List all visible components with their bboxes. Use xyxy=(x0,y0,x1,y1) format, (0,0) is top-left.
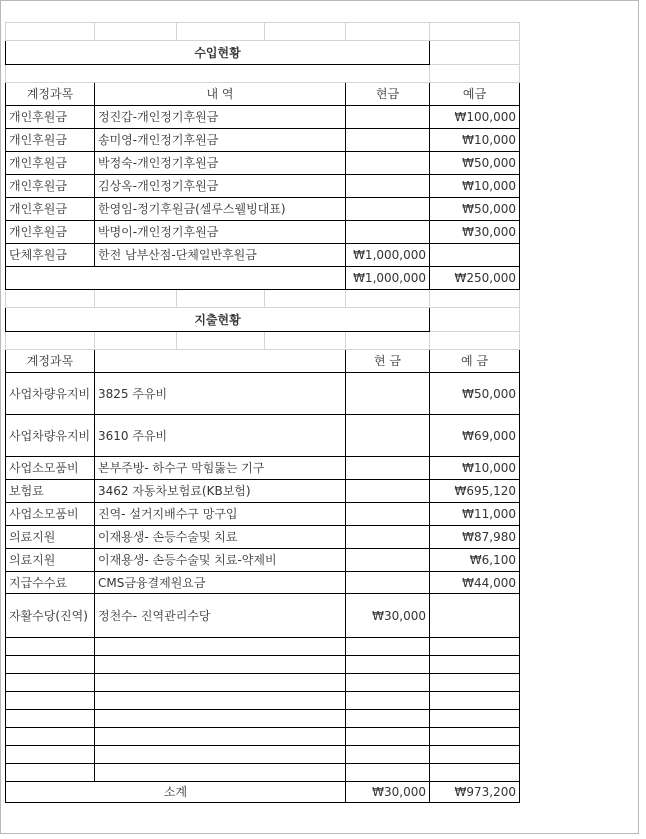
income-title: 수입현황 xyxy=(6,41,430,65)
expense-account: 지급수수료 xyxy=(6,572,95,594)
income-cash xyxy=(346,221,430,244)
empty-row xyxy=(6,710,520,728)
income-deposit: ₩30,000 xyxy=(430,221,520,244)
income-row xyxy=(6,221,520,244)
empty-row xyxy=(6,692,520,710)
expense-row xyxy=(6,457,520,480)
subtotal-row xyxy=(6,782,520,803)
expense-cash xyxy=(346,415,430,457)
expense-detail: 진역- 설거지배수구 망구입 xyxy=(95,503,346,526)
expense-detail: 이재용생- 손등수술및 치료-약제비 xyxy=(95,549,346,572)
income-cash xyxy=(346,175,430,198)
expense-cash xyxy=(346,480,430,503)
income-row xyxy=(6,129,520,152)
spacer-row xyxy=(6,332,520,350)
expense-account: 사업소모품비 xyxy=(6,503,95,526)
expense-account: 의료지원 xyxy=(6,526,95,549)
expense-cash: ₩30,000 xyxy=(346,594,430,638)
income-detail: 박정숙-개인정기후원금 xyxy=(95,152,346,175)
income-deposit: ₩50,000 xyxy=(430,198,520,221)
ledger-sheet xyxy=(5,22,520,803)
expense-deposit: ₩50,000 xyxy=(430,373,520,415)
expense-deposit: ₩44,000 xyxy=(430,572,520,594)
income-header-deposit: 예금 xyxy=(430,83,520,106)
income-account: 개인후원금 xyxy=(6,221,95,244)
income-header-detail: 내 역 xyxy=(95,83,346,106)
expense-header-cash: 현 금 xyxy=(346,350,430,373)
income-total-row xyxy=(6,267,520,290)
subtotal-deposit: ₩973,200 xyxy=(430,782,520,803)
expense-row xyxy=(6,415,520,457)
expense-deposit xyxy=(430,594,520,638)
income-cash xyxy=(346,152,430,175)
expense-account: 보험료 xyxy=(6,480,95,503)
income-cash: ₩1,000,000 xyxy=(346,244,430,267)
expense-row xyxy=(6,526,520,549)
expense-cash xyxy=(346,373,430,415)
expense-account: 자활수당(진역) xyxy=(6,594,95,638)
subtotal-cash: ₩30,000 xyxy=(346,782,430,803)
expense-detail: 본부주방- 하수구 막힘뚫는 기구 xyxy=(95,457,346,480)
expense-deposit: ₩87,980 xyxy=(430,526,520,549)
expense-cash xyxy=(346,572,430,594)
empty-row xyxy=(6,764,520,782)
income-row xyxy=(6,244,520,267)
expense-detail: 3825 주유비 xyxy=(95,373,346,415)
expense-row xyxy=(6,373,520,415)
expense-row xyxy=(6,480,520,503)
expense-header-deposit: 예 금 xyxy=(430,350,520,373)
income-detail: 한전 남부산점-단체일반후원금 xyxy=(95,244,346,267)
income-row xyxy=(6,106,520,129)
income-deposit xyxy=(430,244,520,267)
spacer-row xyxy=(6,65,520,83)
expense-row xyxy=(6,594,520,638)
income-cash xyxy=(346,106,430,129)
empty-row xyxy=(6,674,520,692)
expense-detail: CMS금융결제원요금 xyxy=(95,572,346,594)
income-detail: 김상옥-개인정기후원금 xyxy=(95,175,346,198)
expense-header-account: 계정과목 xyxy=(6,350,95,373)
income-detail: 한영임-정기후원금(셀루스웰빙대표) xyxy=(95,198,346,221)
income-header-cash: 현금 xyxy=(346,83,430,106)
expense-detail: 이재용생- 손등수술및 치료 xyxy=(95,526,346,549)
income-total-cash: ₩1,000,000 xyxy=(346,267,430,290)
expense-cash xyxy=(346,457,430,480)
expense-cash xyxy=(346,503,430,526)
income-cash xyxy=(346,198,430,221)
income-deposit: ₩100,000 xyxy=(430,106,520,129)
spacer-row xyxy=(6,290,520,308)
income-title-row xyxy=(6,41,520,65)
expense-deposit: ₩6,100 xyxy=(430,549,520,572)
expense-detail: 3462 자동차보험료(KB보험) xyxy=(95,480,346,503)
expense-deposit: ₩695,120 xyxy=(430,480,520,503)
expense-row xyxy=(6,503,520,526)
income-detail: 박명이-개인정기후원금 xyxy=(95,221,346,244)
income-row xyxy=(6,198,520,221)
empty-row xyxy=(6,656,520,674)
income-account: 개인후원금 xyxy=(6,106,95,129)
expense-account: 사업차량유지비 xyxy=(6,415,95,457)
expense-title-row xyxy=(6,308,520,332)
income-header-account: 계정과목 xyxy=(6,83,95,106)
income-account: 개인후원금 xyxy=(6,152,95,175)
income-account: 단체후원금 xyxy=(6,244,95,267)
expense-row xyxy=(6,549,520,572)
income-deposit: ₩10,000 xyxy=(430,129,520,152)
expense-account: 사업소모품비 xyxy=(6,457,95,480)
expense-deposit: ₩69,000 xyxy=(430,415,520,457)
empty-row xyxy=(6,728,520,746)
expense-account: 의료지원 xyxy=(6,549,95,572)
income-header-row xyxy=(6,83,520,106)
income-account: 개인후원금 xyxy=(6,198,95,221)
income-account: 개인후원금 xyxy=(6,175,95,198)
income-account: 개인후원금 xyxy=(6,129,95,152)
subtotal-label: 소계 xyxy=(6,782,346,803)
empty-row xyxy=(6,746,520,764)
income-cash xyxy=(346,129,430,152)
expense-deposit: ₩11,000 xyxy=(430,503,520,526)
income-total-deposit: ₩250,000 xyxy=(430,267,520,290)
income-deposit: ₩10,000 xyxy=(430,175,520,198)
income-detail: 정진갑-개인정기후원금 xyxy=(95,106,346,129)
expense-detail: 정천수- 진역관리수당 xyxy=(95,594,346,638)
spacer-row xyxy=(6,23,520,41)
expense-deposit: ₩10,000 xyxy=(430,457,520,480)
income-detail: 송미영-개인정기후원금 xyxy=(95,129,346,152)
expense-header-row xyxy=(6,350,520,373)
expense-title: 지출현황 xyxy=(6,308,430,332)
income-deposit: ₩50,000 xyxy=(430,152,520,175)
expense-cash xyxy=(346,526,430,549)
income-row xyxy=(6,175,520,198)
expense-cash xyxy=(346,549,430,572)
income-row xyxy=(6,152,520,175)
expense-header-detail xyxy=(95,350,346,373)
expense-detail: 3610 주유비 xyxy=(95,415,346,457)
expense-row xyxy=(6,572,520,594)
empty-row xyxy=(6,638,520,656)
expense-account: 사업차량유지비 xyxy=(6,373,95,415)
